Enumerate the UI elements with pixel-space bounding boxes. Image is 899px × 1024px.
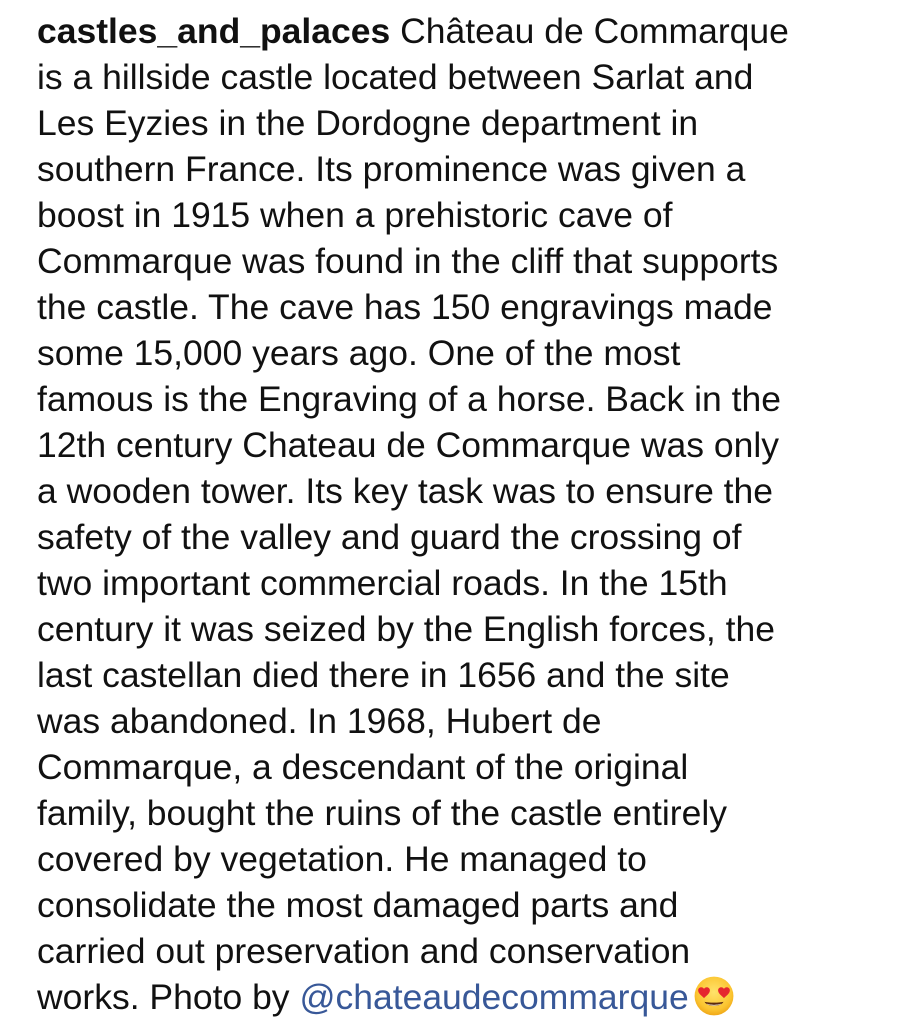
caption-line: was abandoned. In 1968, Hubert de bbox=[37, 701, 602, 741]
caption-line: southern France. Its prominence was given a bbox=[37, 149, 746, 189]
caption-line: safety of the valley and guard the crossing of bbox=[37, 517, 742, 557]
caption-line: Commarque was found in the cliff that supports bbox=[37, 241, 779, 281]
caption-line: family, bought the ruins of the castle entirely bbox=[37, 793, 727, 833]
caption-line: Les Eyzies in the Dordogne department in bbox=[37, 103, 699, 143]
caption-line: some 15,000 years ago. One of the most bbox=[37, 333, 681, 373]
caption-line: a wooden tower. Its key task was to ensure the bbox=[37, 471, 774, 511]
caption-line: 12th century Chateau de Commarque was only bbox=[37, 425, 779, 465]
caption-line: carried out preservation and conservation bbox=[37, 931, 691, 971]
caption-line: is a hillside castle located between Sarlat and bbox=[37, 57, 754, 97]
caption-line: boost in 1915 when a prehistoric cave of bbox=[37, 195, 673, 235]
post-caption bbox=[37, 8, 869, 1020]
caption-line: famous is the Engraving of a horse. Back in the bbox=[37, 379, 781, 419]
mention-link[interactable]: @chateaudecommarque bbox=[299, 977, 689, 1017]
caption-line: Château de Commarque bbox=[400, 11, 789, 51]
caption-line: century it was seized by the English forces, the bbox=[37, 609, 775, 649]
caption-line: Commarque, a descendant of the original bbox=[37, 747, 689, 787]
caption-line: works. Photo by bbox=[37, 977, 290, 1017]
caption-line: the castle. The cave has 150 engravings made bbox=[37, 287, 773, 327]
heart-eyes-emoji-icon bbox=[693, 975, 735, 1017]
username-link[interactable]: castles_and_palaces bbox=[37, 11, 391, 51]
caption-line: last castellan died there in 1656 and the site bbox=[37, 655, 730, 695]
caption-line: covered by vegetation. He managed to bbox=[37, 839, 647, 879]
caption-line: two important commercial roads. In the 15th bbox=[37, 563, 728, 603]
caption-line: consolidate the most damaged parts and bbox=[37, 885, 679, 925]
